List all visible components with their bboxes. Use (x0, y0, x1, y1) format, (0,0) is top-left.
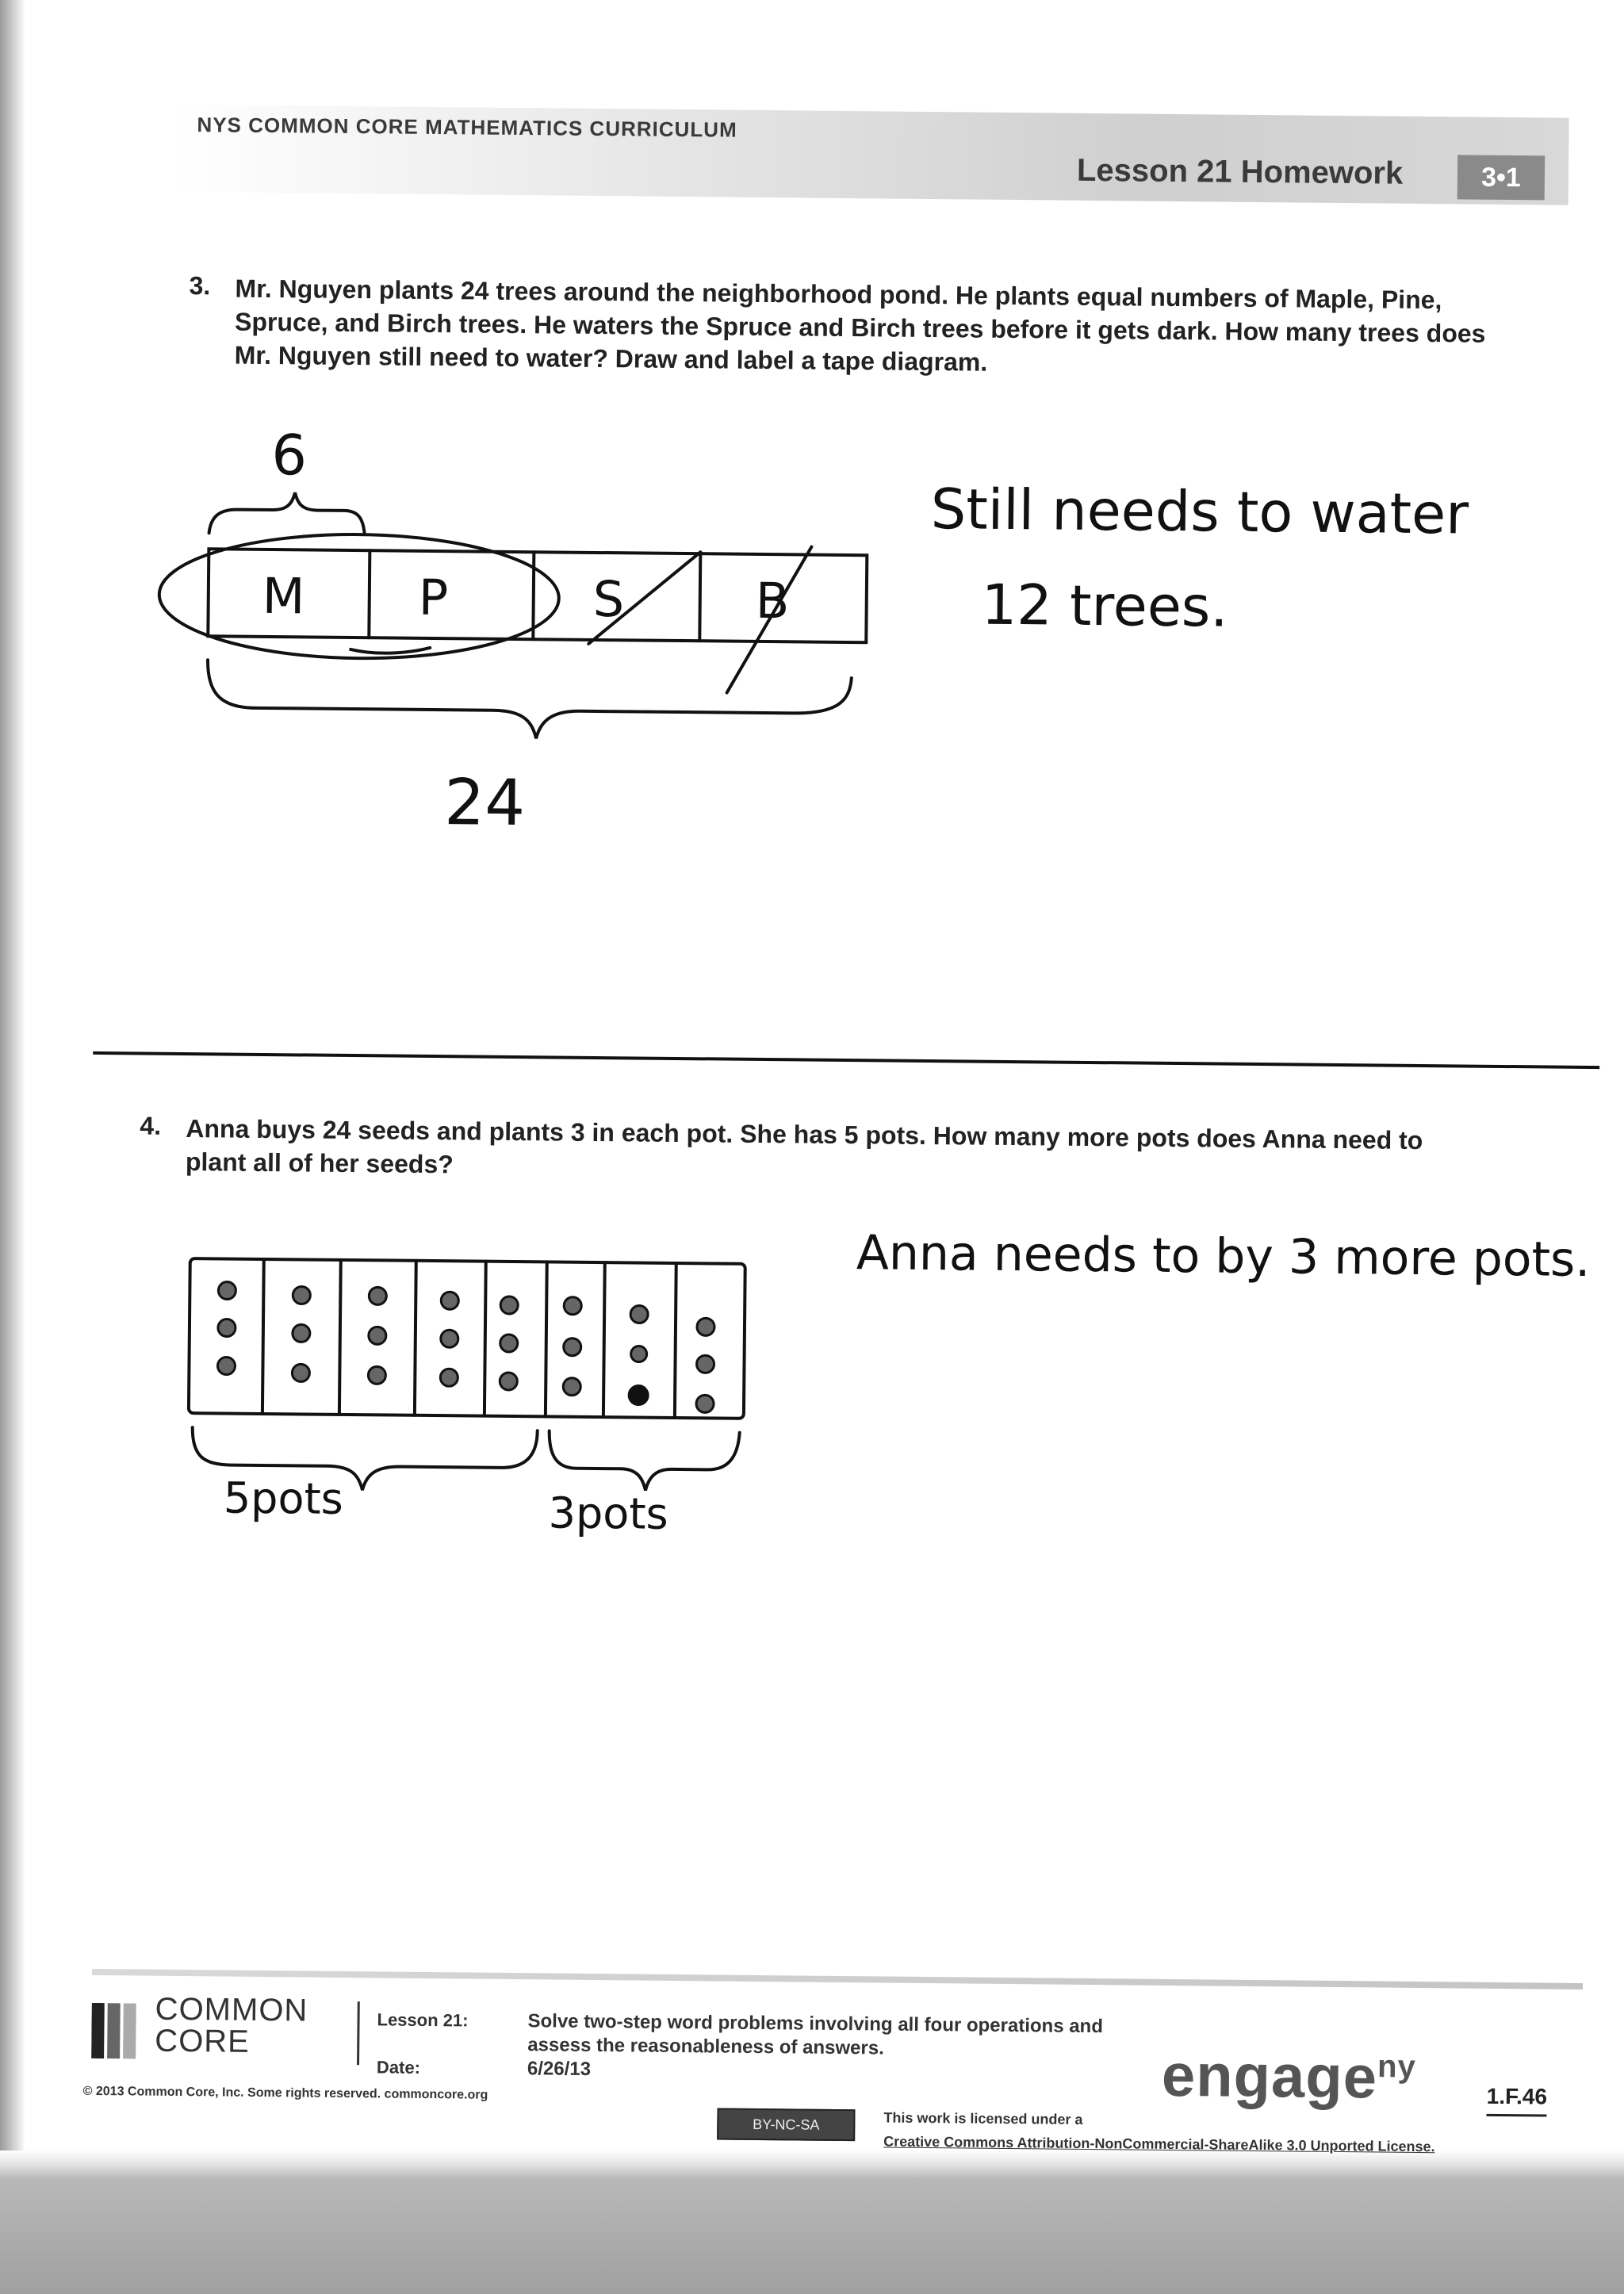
seed-dot (697, 1318, 714, 1335)
pot-divider (485, 1262, 486, 1416)
license-link[interactable]: Creative Commons Attribution-NonCommercial-ShareAlike 3.0 Unported License. (883, 2133, 1435, 2155)
footer-description-line: Solve two-step word problems involving all four operations and (527, 2010, 1104, 2038)
seed-dot (631, 1346, 647, 1361)
problem-4-answer: Anna needs to by 3 more pots. (856, 1225, 1591, 1289)
pots-right-label: 3pots (548, 1488, 668, 1539)
seed-dot (500, 1373, 517, 1390)
common-core-logo-icon (91, 2003, 147, 2059)
curriculum-title: NYS COMMON CORE MATHEMATICS CURRICULUM (197, 113, 737, 142)
logo-line: CORE (155, 2023, 251, 2059)
pot-divider (546, 1262, 547, 1416)
seed-dot (218, 1319, 236, 1336)
pots-left-label: 5pots (223, 1473, 344, 1524)
footer-date-label: Date: (376, 2057, 421, 2078)
pots-diagram (9, 0, 1610, 1601)
problem-3-line: Mr. Nguyen still need to water? Draw and label a tape diagram. (234, 340, 988, 377)
seed-dot (563, 1378, 580, 1396)
footer-date: 6/26/13 (527, 2058, 592, 2080)
footer-description (527, 2009, 1103, 2086)
seed-dot (500, 1335, 518, 1352)
tape-segment-label: M (262, 566, 305, 626)
seed-dot (293, 1324, 310, 1342)
seed-dot (217, 1357, 235, 1374)
scan-bottom-edge-shadow (0, 2150, 1624, 2294)
tape-segment-label: P (418, 568, 449, 627)
license-text: This work is licensed under a (883, 2109, 1083, 2127)
tape-segment-label: B (755, 571, 790, 630)
pots-box (189, 1258, 745, 1419)
common-core-logo-text (155, 1993, 308, 2058)
seed-dot (293, 1286, 310, 1304)
seed-dot (218, 1281, 236, 1299)
seed-dot (696, 1395, 714, 1412)
footer-lesson-label: Lesson 21: (377, 2009, 469, 2031)
seed-dot (440, 1369, 458, 1386)
tape-top-label: 6 (271, 423, 308, 488)
seed-dot (441, 1330, 458, 1347)
problem-3-answer-line-2: 12 trees. (981, 572, 1228, 640)
creative-commons-badge[interactable]: BY-NC-SA (717, 2108, 855, 2142)
logo-line: COMMON (155, 1991, 308, 2028)
seed-dot (292, 1364, 309, 1381)
seed-dot (368, 1366, 385, 1384)
copyright: © 2013 Common Core, Inc. Some rights reserved. commoncore.org (82, 2084, 488, 2102)
tape-total-label: 24 (443, 765, 526, 841)
seed-dot (369, 1327, 386, 1344)
pot-divider (339, 1260, 341, 1415)
lesson-title: Lesson 21 Homework (1076, 152, 1404, 191)
module-badge: 3•1 (1457, 155, 1545, 200)
seed-dot (564, 1338, 581, 1356)
seed-dot (500, 1296, 518, 1314)
problem-3-line: Spruce, and Birch trees. He waters the Spruce and Birch trees before it gets dark. How many trees does (234, 307, 1486, 348)
pot-divider (675, 1263, 676, 1418)
pot-divider (262, 1259, 264, 1414)
pot-divider (415, 1261, 416, 1415)
seed-dot (629, 1385, 648, 1404)
page-code: 1.F.46 (1486, 2084, 1547, 2117)
problem-4-line: plant all of her seeds? (185, 1147, 454, 1179)
footer-rule (92, 1969, 1583, 1990)
seed-dot (369, 1287, 386, 1304)
footer-description-line: assess the reasonableness of answers. (527, 2034, 884, 2059)
engage-sup: ny (1377, 2049, 1417, 2085)
problem-3-number: 3. (189, 271, 211, 301)
problem-4-number: 4. (140, 1111, 162, 1140)
tape-segment-label: S (592, 569, 625, 629)
seed-dot (564, 1297, 581, 1315)
seed-dot (696, 1355, 714, 1373)
seed-dot (441, 1292, 458, 1309)
problem-3-answer-line-1: Still needs to water (930, 477, 1469, 547)
footer-separator (357, 2001, 360, 2065)
engage-text: engage (1161, 2041, 1378, 2112)
engage-ny-logo (1162, 2041, 1417, 2112)
worksheet-page (3, 0, 1610, 2166)
brace-3-pots (549, 1430, 740, 1491)
problem-3-line: Mr. Nguyen plants 24 trees around the neighborhood pond. He plants equal numbers of Maple, Pine, (235, 274, 1442, 315)
seed-dot (630, 1305, 648, 1323)
problem-4-line: Anna buys 24 seeds and plants 3 in each pot. She has 5 pots. How many more pots does Anna need to (186, 1114, 1423, 1155)
pot-divider (603, 1262, 605, 1417)
